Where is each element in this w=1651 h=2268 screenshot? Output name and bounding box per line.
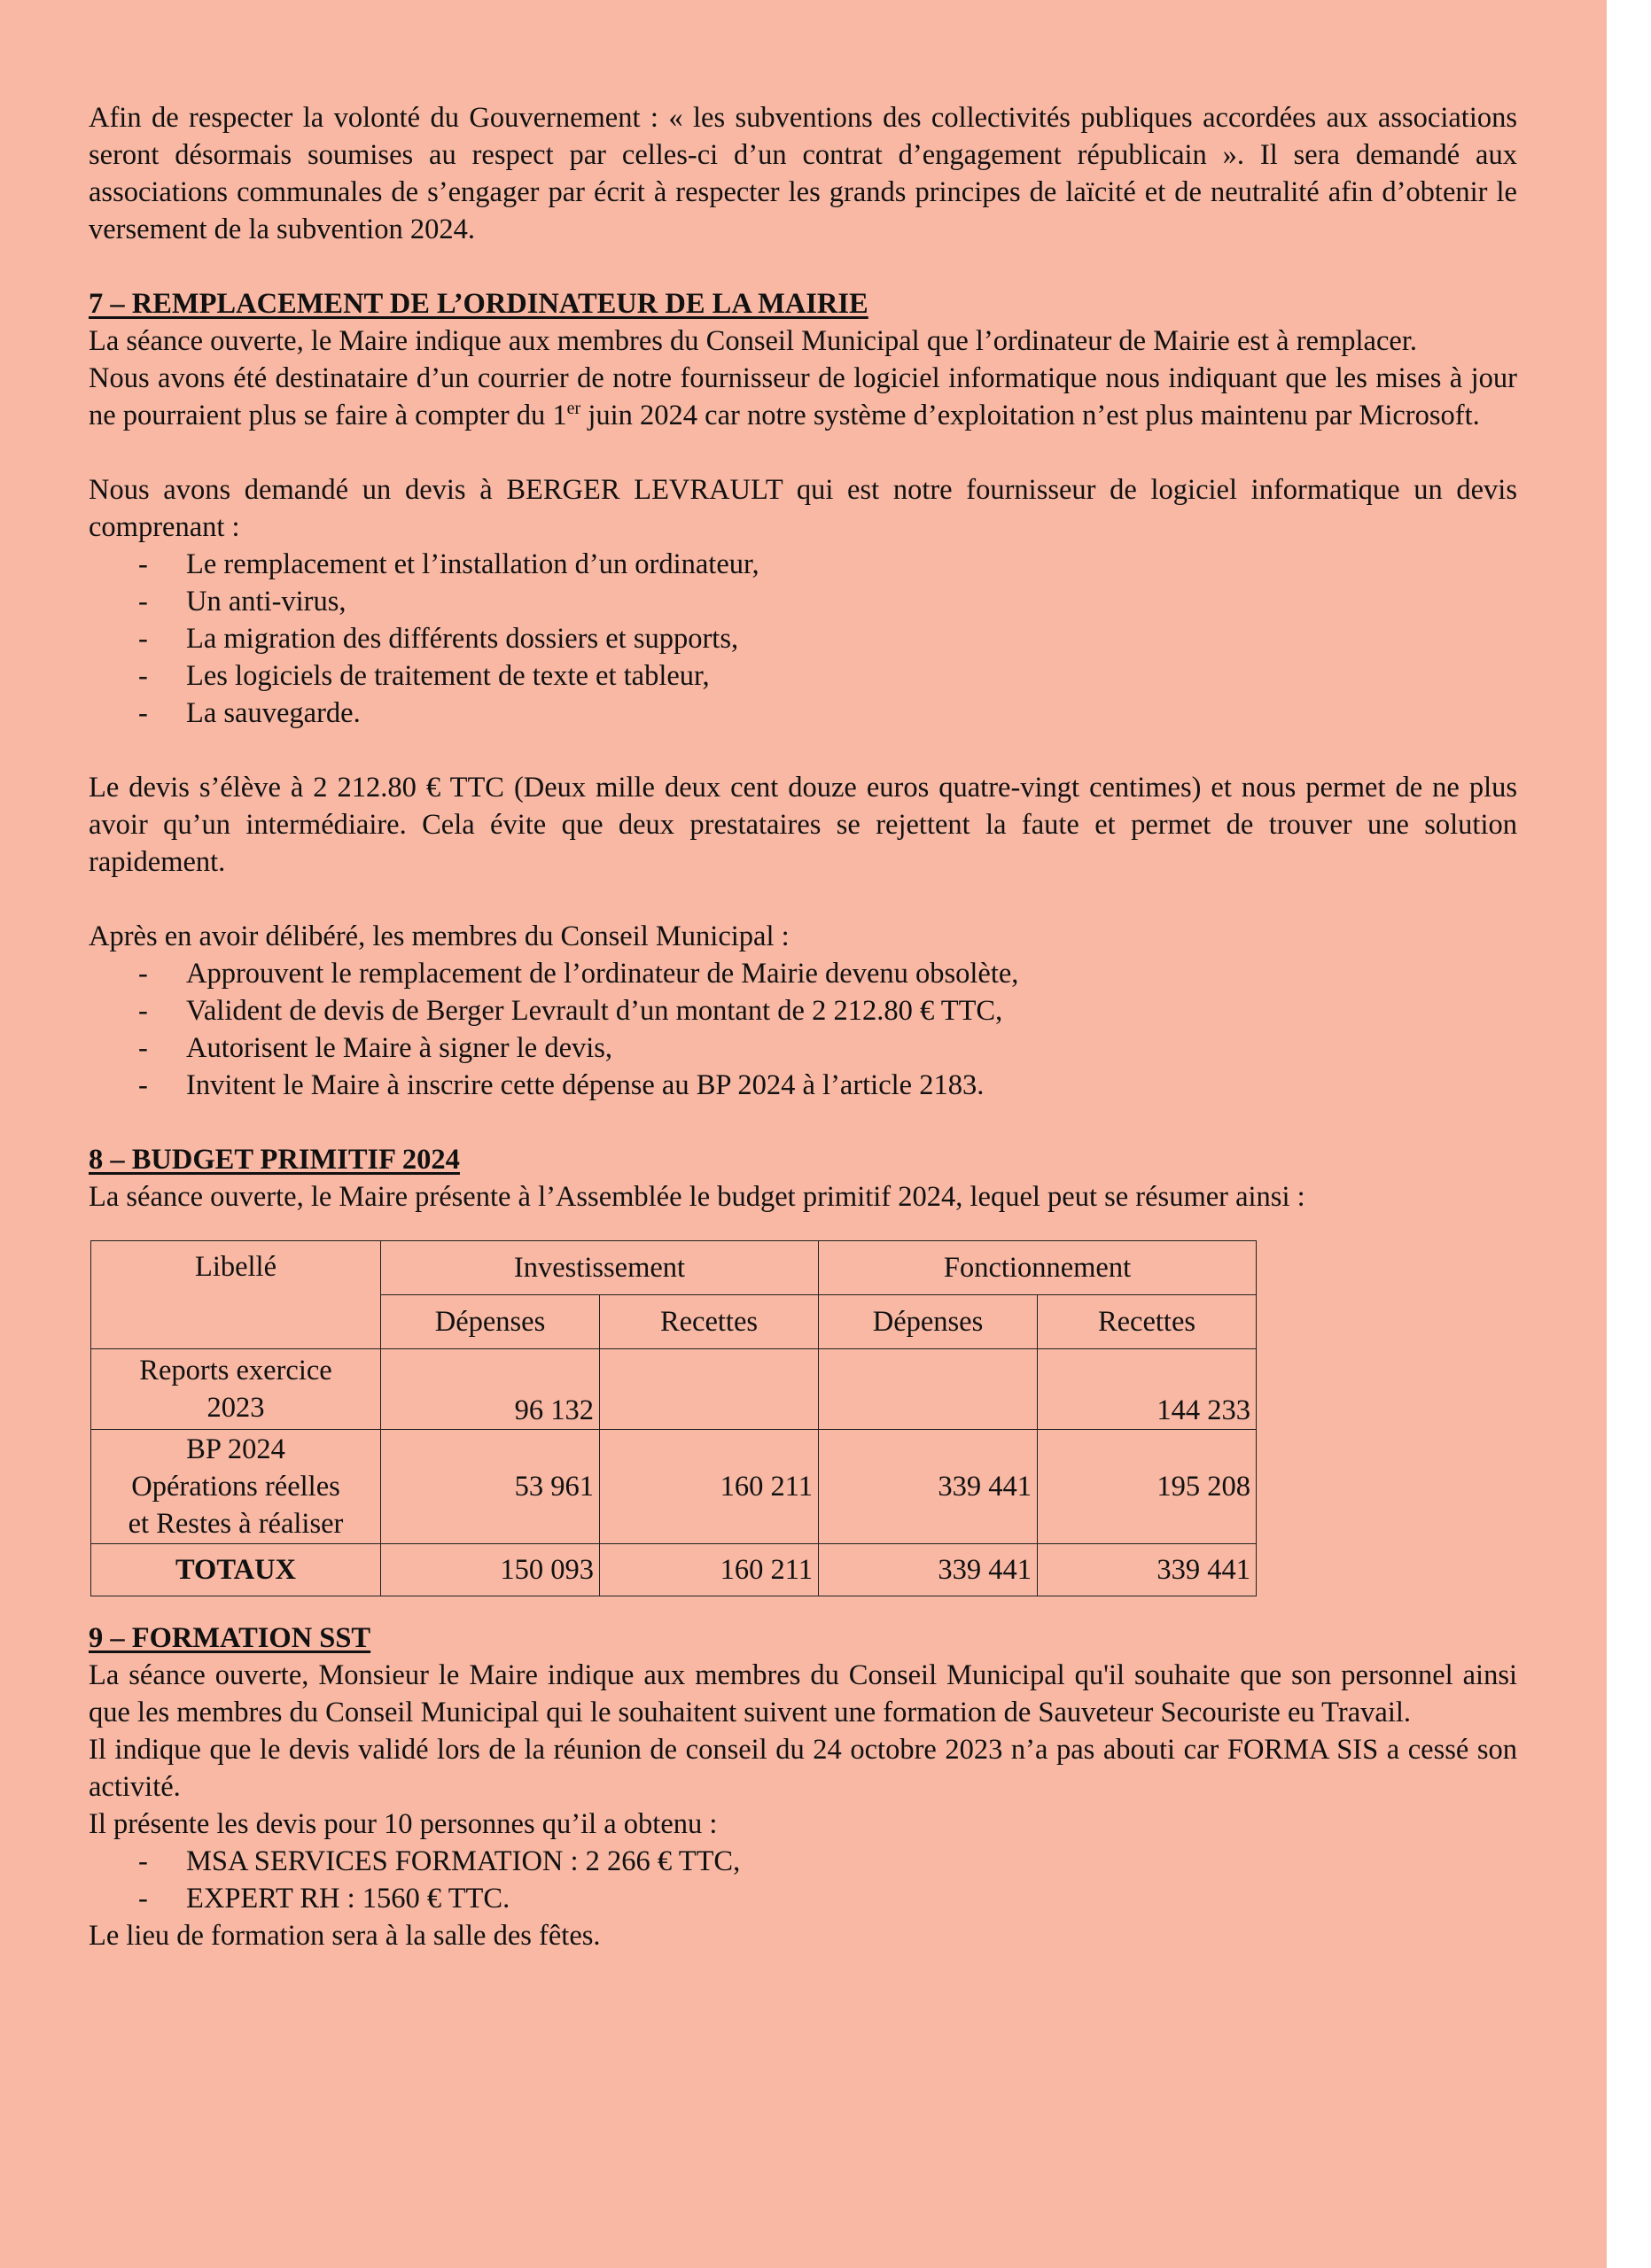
list-item: - Un anti-virus, [89,583,1517,620]
section-7-p2-start: Nous avons été destinataire d’un courrier de notre fournisseur de logiciel informatique nous indiquant que les mises à jour ne pourraient plus se faire à compter du 1 [89,362,1517,431]
section-7-paragraph-5: Après en avoir délibéré, les membres du Conseil Municipal : [89,920,790,952]
intro-paragraph: Afin de respecter la volonté du Gouvernement : « les subventions des collectivités publiques accordées aux associations seront désormais soumises au respect par celles-ci d’un contrat d’engagement républicain ». Il sera demandé aux associations communales de s’engager par écrit à respecter les grands principes de laïcité et de neutralité afin d’obtenir le versement de la subvention 2024. [89,102,1517,245]
decision-list [89,955,1517,1104]
row-label-line: 2023 [206,1392,265,1424]
quotes-list [89,1843,1517,1917]
row-label [91,1430,381,1544]
header-fon-depenses: Dépenses [819,1295,1038,1349]
document-body [89,99,1517,1954]
cell-fon-recettes: 195 208 [1038,1430,1257,1544]
totals-label: TOTAUX [91,1544,381,1596]
section-9-paragraph-3: Il présente les devis pour 10 personnes qu’il a obtenu : [89,1808,718,1840]
section-7-paragraph-1: La séance ouverte, le Maire indique aux membres du Conseil Municipal que l’ordinateur de Mairie est à remplacer. [89,325,1417,357]
section-7-paragraph-4: Le devis s’élève à 2 212.80 € TTC (Deux mille deux cent douze euros quatre-vingt centimes) et nous permet de ne plus avoir qu’un intermédiaire. Cela évite que deux prestataires se rejettent la faute et permet de trouver une solution rapidement. [89,772,1517,878]
section-7-p2-end: juin 2024 car notre système d’exploitation n’est plus maintenu par Microsoft. [580,400,1480,431]
table-row [91,1349,1257,1430]
cell-fon-recettes: 144 233 [1038,1349,1257,1430]
list-item: - Invitent le Maire à inscrire cette dépense au BP 2024 à l’article 2183. [89,1067,1517,1104]
budget-table [90,1240,1257,1596]
cell-inv-recettes [600,1349,819,1430]
section-9-paragraph-1: La séance ouverte, Monsieur le Maire indique aux membres du Conseil Municipal qu'il souhaite que son personnel ainsi que les membres du Conseil Municipal qui le souhaitent suivent une formation de Sauveteur Secouriste eu Travail. [89,1659,1517,1728]
cell-inv-depenses: 53 961 [381,1430,600,1544]
header-libelle: Libellé [91,1241,381,1349]
section-7 [89,285,1517,1104]
section-7-paragraph-3: Nous avons demandé un devis à BERGER LEVRAULT qui est notre fournisseur de logiciel informatique un devis comprenant : [89,474,1517,543]
cell-inv-depenses: 96 132 [381,1349,600,1430]
header-fon-recettes: Recettes [1038,1295,1257,1349]
section-9-title: 9 – FORMATION SST [89,1622,371,1654]
section-9-paragraph-4: Le lieu de formation sera à la salle des fêtes. [89,1920,601,1952]
header-inv-recettes: Recettes [600,1295,819,1349]
section-7-paragraph-2 [89,360,1517,434]
list-item: - La migration des différents dossiers et supports, [89,620,1517,657]
table-header-row [91,1241,1257,1295]
total-inv-recettes: 160 211 [600,1544,819,1596]
row-label-line: BP 2024 [186,1433,285,1465]
row-label-line: Reports exercice [139,1355,332,1386]
list-item: - Approuvent le remplacement de l’ordinateur de Mairie devenu obsolète, [89,955,1517,992]
section-8 [89,1141,1517,1596]
section-8-paragraph-1: La séance ouverte, le Maire présente à l’Assemblée le budget primitif 2024, lequel peut se résumer ainsi : [89,1181,1305,1213]
list-item: - Le remplacement et l’installation d’un ordinateur, [89,546,1517,583]
section-7-title: 7 – REMPLACEMENT DE L’ORDINATEUR DE LA MAIRIE [89,288,868,320]
total-inv-depenses: 150 093 [381,1544,600,1596]
cell-inv-recettes: 160 211 [600,1430,819,1544]
section-8-title: 8 – BUDGET PRIMITIF 2024 [89,1144,460,1176]
row-label [91,1349,381,1430]
row-label-line: et Restes à réaliser [128,1508,344,1540]
scan-page-edge [1607,0,1651,2268]
list-item: - MSA SERVICES FORMATION : 2 266 € TTC, [89,1843,1517,1880]
header-inv-depenses: Dépenses [381,1295,600,1349]
list-item: - Autorisent le Maire à signer le devis, [89,1029,1517,1067]
list-item: - EXPERT RH : 1560 € TTC. [89,1880,1517,1917]
list-item: - La sauvegarde. [89,695,1517,732]
superscript-er: er [566,399,581,419]
header-fonctionnement: Fonctionnement [819,1241,1257,1295]
list-item: - Les logiciels de traitement de texte et tableur, [89,657,1517,695]
devis-list [89,546,1517,732]
list-item: - Valident de devis de Berger Levrault d’un montant de 2 212.80 € TTC, [89,992,1517,1029]
cell-fon-depenses [819,1349,1038,1430]
row-label-line: Opérations réelles [131,1471,340,1503]
table-row [91,1430,1257,1544]
total-fon-depenses: 339 441 [819,1544,1038,1596]
totals-row [91,1544,1257,1596]
header-investissement: Investissement [381,1241,819,1295]
section-9-paragraph-2: Il indique que le devis validé lors de la réunion de conseil du 24 octobre 2023 n’a pas abouti car FORMA SIS a cessé son activité. [89,1734,1517,1803]
total-fon-recettes: 339 441 [1038,1544,1257,1596]
section-9 [89,1619,1517,1954]
cell-fon-depenses: 339 441 [819,1430,1038,1544]
